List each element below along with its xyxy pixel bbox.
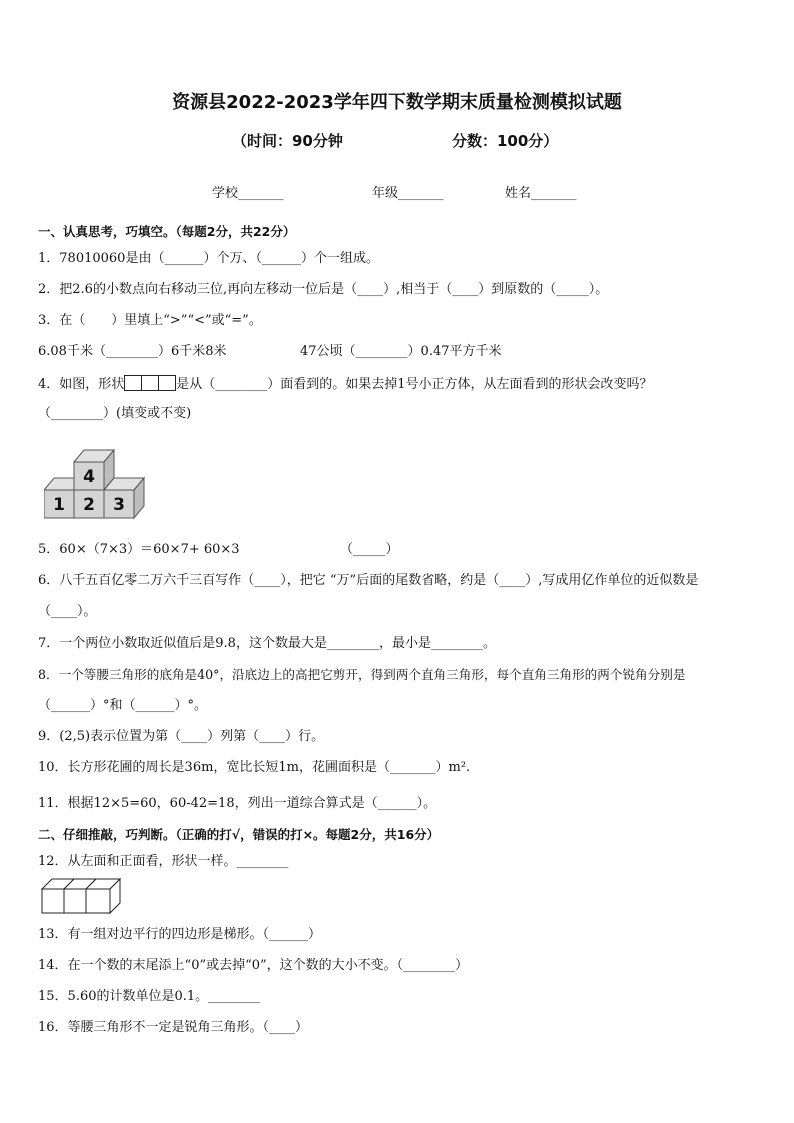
question-15: 15．5.60的计数单位是0.1。________	[38, 989, 261, 1004]
question-10: 10．长方形花圃的周长是36m，宽比长短1m，花圃面积是（_______）m².	[38, 760, 471, 775]
exam-score: 分数：100分）	[452, 132, 559, 150]
cube-label-2: 2	[83, 495, 95, 515]
three-squares-figure	[124, 375, 176, 391]
question-3b: 47公顷（________）0.47平方千米	[300, 344, 502, 359]
question-6b: （____）。	[38, 604, 97, 619]
question-8b: （______）°和（______）°。	[38, 698, 208, 713]
question-4	[38, 375, 653, 393]
question-11: 11．根据12×5=60，60-42=18，列出一道综合算式是（______）。	[38, 796, 437, 811]
question-7: 7．一个两位小数取近似值后是9.8，这个数最大是________，最小是________。	[38, 636, 496, 651]
school-field: 学校_______	[212, 186, 284, 201]
question-4-prefix: 4．如图，形状	[38, 377, 125, 392]
question-5-blank: （_____）	[340, 542, 399, 557]
exam-time: （时间：90分钟	[232, 132, 343, 150]
cube-label-1: 1	[53, 495, 65, 515]
name-field: 姓名_______	[505, 186, 577, 201]
question-16: 16．等腰三角形不一定是锐角三角形。（____）	[38, 1020, 309, 1035]
section-1-heading: 一、认真思考，巧填空。（每题2分，共22分）	[38, 224, 296, 239]
cube-row-figure	[40, 877, 126, 917]
section-2-heading: 二、仔细推敲，巧判断。（正确的打√，错误的打×。每题2分，共16分）	[38, 827, 440, 842]
grade-field: 年级_______	[372, 186, 444, 201]
question-1: 1．78010060是由（______）个万、（______）个一组成。	[38, 251, 379, 266]
cube-label-4: 4	[83, 467, 95, 487]
question-8: 8．一个等腰三角形的底角是40°，沿底边上的高把它剪开，得到两个直角三角形，每个直角三角形的两个锐角分别是	[38, 667, 686, 682]
question-12: 12．从左面和正面看，形状一样。________	[38, 854, 289, 869]
cube-label-3: 3	[113, 495, 125, 515]
question-5: 5．60×（7×3）＝60×7+ 60×3	[38, 542, 240, 557]
question-3a: 6.08千米（________）6千米8米	[38, 344, 227, 359]
question-6: 6．八千五百亿零二万六千三百写作（____），把它 “万”后面的尾数省略，约是（____）,写成用亿作单位的近似数是	[38, 573, 699, 588]
question-4-text: 是从（________）面看到的。如果去掉1号小正方体，从左面看到的形状会改变吗？	[176, 377, 653, 392]
question-14: 14．在一个数的末尾添上“0”或去掉“0”，这个数的大小不变。（________）	[38, 958, 469, 973]
question-13: 13．有一组对边平行的四边形是梯形。（______）	[38, 927, 322, 942]
cube-figure	[44, 448, 148, 522]
exam-title: 资源县2022-2023学年四下数学期末质量检测模拟试题	[172, 92, 622, 113]
question-2: 2．把2.6的小数点向右移动三位,再向左移动一位后是（____）,相当于（____）到原数的（_____）。	[38, 282, 609, 297]
question-9: 9．(2,5)表示位置为第（____）列第（____）行。	[38, 729, 325, 744]
question-4b: （________）(填变或不变)	[38, 406, 192, 421]
question-3: 3．在（ ）里填上“>”“<”或“=”。	[38, 313, 262, 328]
